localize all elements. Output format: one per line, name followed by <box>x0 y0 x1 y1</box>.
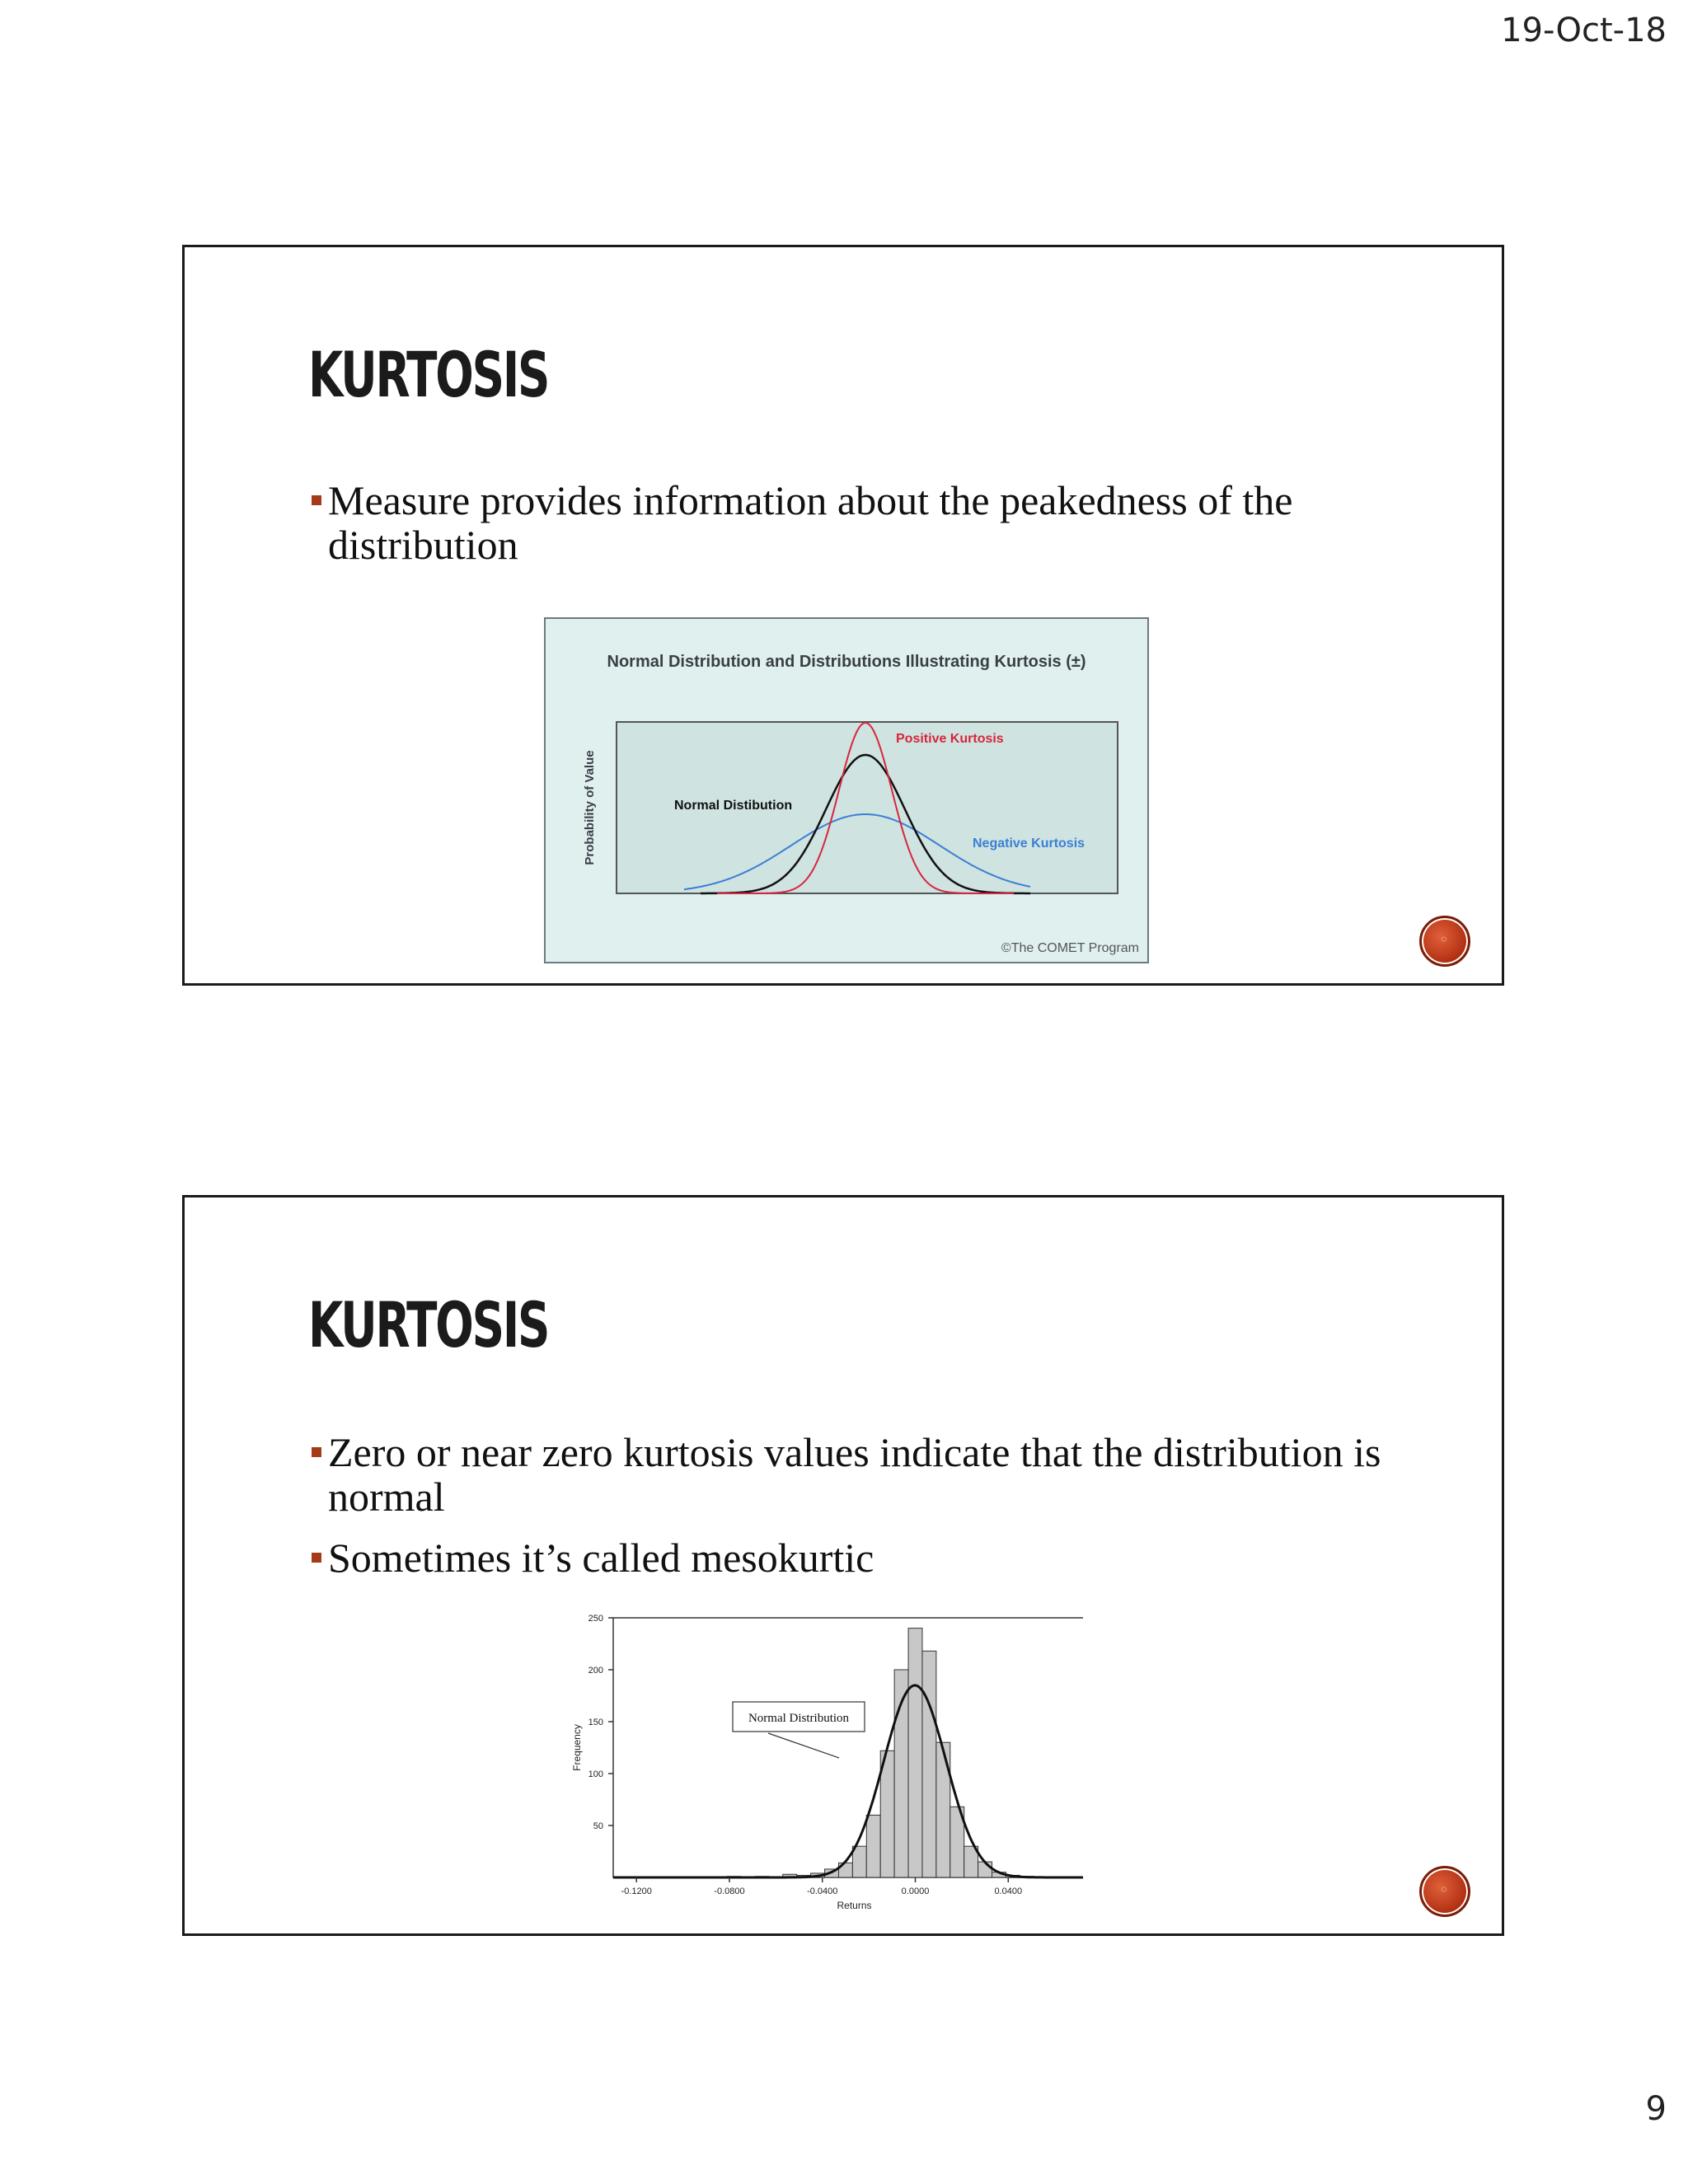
page-date: 19-Oct-18 <box>1501 12 1667 49</box>
slide-logo-icon: ◦ <box>1419 1866 1470 1917</box>
bullet-item: Sometimes it’s called mesokurtic <box>310 1535 1381 1580</box>
y-axis-label: Probability of Value <box>583 750 597 865</box>
plot-frame <box>613 1618 1083 1877</box>
x-tick-label: 0.0400 <box>994 1886 1023 1896</box>
bullet-list <box>310 478 1381 583</box>
histogram-bar <box>866 1815 880 1877</box>
histogram-bar <box>908 1629 922 1877</box>
y-tick-label: 250 <box>588 1614 603 1624</box>
x-tick-label: -0.0400 <box>807 1886 838 1896</box>
slide-2 <box>182 1195 1504 1936</box>
histogram-bar <box>936 1742 950 1877</box>
y-tick-label: 100 <box>588 1769 603 1779</box>
x-tick-label: -0.1200 <box>621 1886 652 1896</box>
slide-logo-icon: ◦ <box>1419 916 1470 967</box>
bullet-list <box>310 1430 1381 1596</box>
figure-credit: ©The COMET Program <box>1001 941 1139 955</box>
slide-title: KURTOSIS <box>308 1288 549 1361</box>
returns-histogram <box>556 1610 1083 1915</box>
y-tick-label: 50 <box>593 1821 603 1831</box>
y-tick-label: 200 <box>588 1666 603 1675</box>
page-number: 9 <box>1645 2090 1667 2128</box>
bullet-item: Zero or near zero kurtosis values indicate that the distribution is normal <box>310 1430 1381 1519</box>
histogram-bar <box>922 1651 936 1877</box>
slide-title: KURTOSIS <box>308 338 549 411</box>
positive-kurtosis-label: Positive Kurtosis <box>896 732 1004 746</box>
y-axis-label: Frequency <box>571 1724 583 1771</box>
annotation-label: Normal Distribution <box>748 1712 850 1725</box>
slide-1 <box>182 245 1504 986</box>
bullet-item: Measure provides information about the peakedness of the distribution <box>310 478 1381 567</box>
kurtosis-illustration <box>544 617 1149 963</box>
negative-kurtosis-label: Negative Kurtosis <box>973 837 1085 851</box>
histogram-bar <box>978 1862 992 1877</box>
figure-title: Normal Distribution and Distributions Illustrating Kurtosis (±) <box>607 653 1086 671</box>
y-tick-label: 150 <box>588 1718 603 1727</box>
x-tick-label: 0.0000 <box>901 1886 930 1896</box>
x-axis-label: Returns <box>837 1900 872 1911</box>
normal-distribution-label: Normal Distibution <box>674 799 793 813</box>
x-tick-label: -0.0800 <box>714 1886 745 1896</box>
histogram-bar <box>852 1846 866 1877</box>
